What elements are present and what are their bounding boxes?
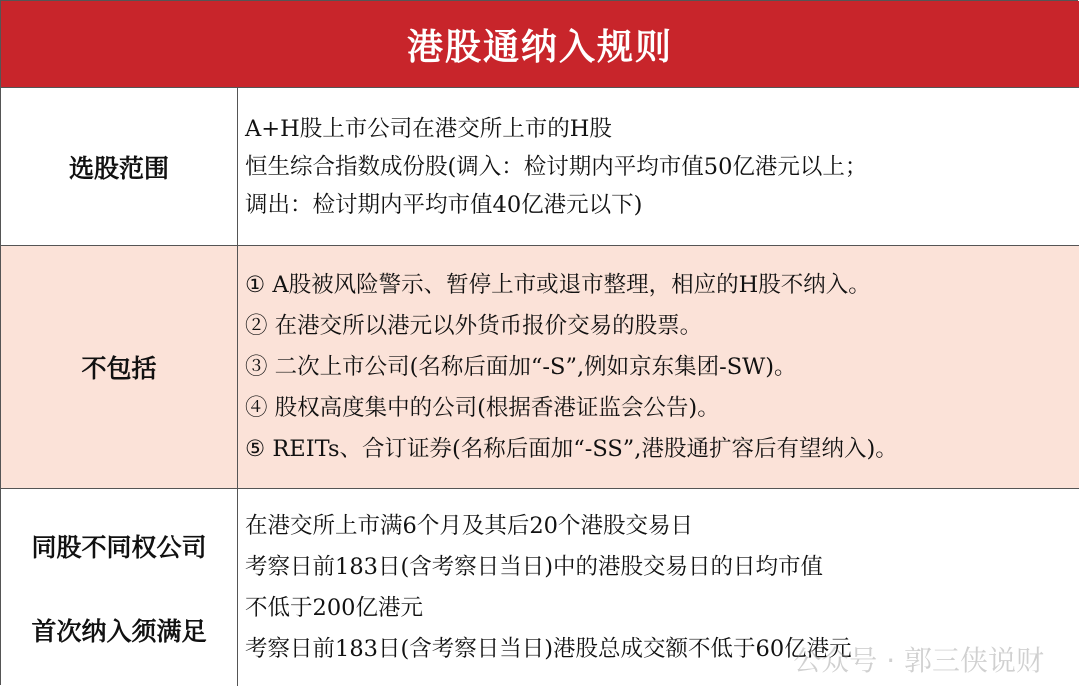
watermark: 公众号 · 郭三侠说财 bbox=[793, 644, 1044, 677]
row-label-line: 首次纳入须满足 bbox=[31, 616, 207, 646]
content-line: ④ 股权高度集中的公司(根据香港证监会公告)。 bbox=[245, 394, 720, 421]
row-content bbox=[245, 88, 1069, 245]
row-content bbox=[245, 246, 1069, 488]
row-label: 选股范围 bbox=[1, 88, 238, 245]
content-line: A+H股上市公司在港交所上市的H股 bbox=[245, 115, 612, 142]
content-line: ② 在港交所以港元以外货币报价交易的股票。 bbox=[245, 312, 703, 339]
content-line: 考察日前183日(含考察日当日)中的港股交易日的日均市值 bbox=[245, 553, 824, 580]
content-line: 在港交所上市满6个月及其后20个港股交易日 bbox=[245, 512, 693, 539]
content-line: ③ 二次上市公司(名称后面加“-S”,例如京东集团-SW)。 bbox=[245, 353, 797, 380]
row-label bbox=[1, 489, 238, 686]
table-title: 港股通纳入规则 bbox=[1, 1, 1079, 87]
content-line: 调出：检讨期内平均市值40亿港元以下) bbox=[245, 191, 643, 218]
content-line: 不低于200亿港元 bbox=[245, 594, 423, 621]
table-row-exclusions bbox=[1, 245, 1079, 488]
row-label-line: 同股不同权公司 bbox=[31, 532, 207, 562]
content-line: 考察日前183日(含考察日当日)港股总成交额不低于60亿港元 bbox=[245, 635, 852, 662]
content-line: ① A股被风险警示、暂停上市或退市整理，相应的H股不纳入。 bbox=[245, 271, 871, 298]
content-line: ⑤ REITs、合订证券(名称后面加“-SS”,港股通扩容后有望纳入)。 bbox=[245, 435, 898, 462]
row-label: 不包括 bbox=[1, 246, 238, 488]
content-line: 恒生综合指数成份股(调入：检讨期内平均市值50亿港元以上； bbox=[245, 153, 868, 180]
table-row-selection-scope bbox=[1, 87, 1079, 245]
